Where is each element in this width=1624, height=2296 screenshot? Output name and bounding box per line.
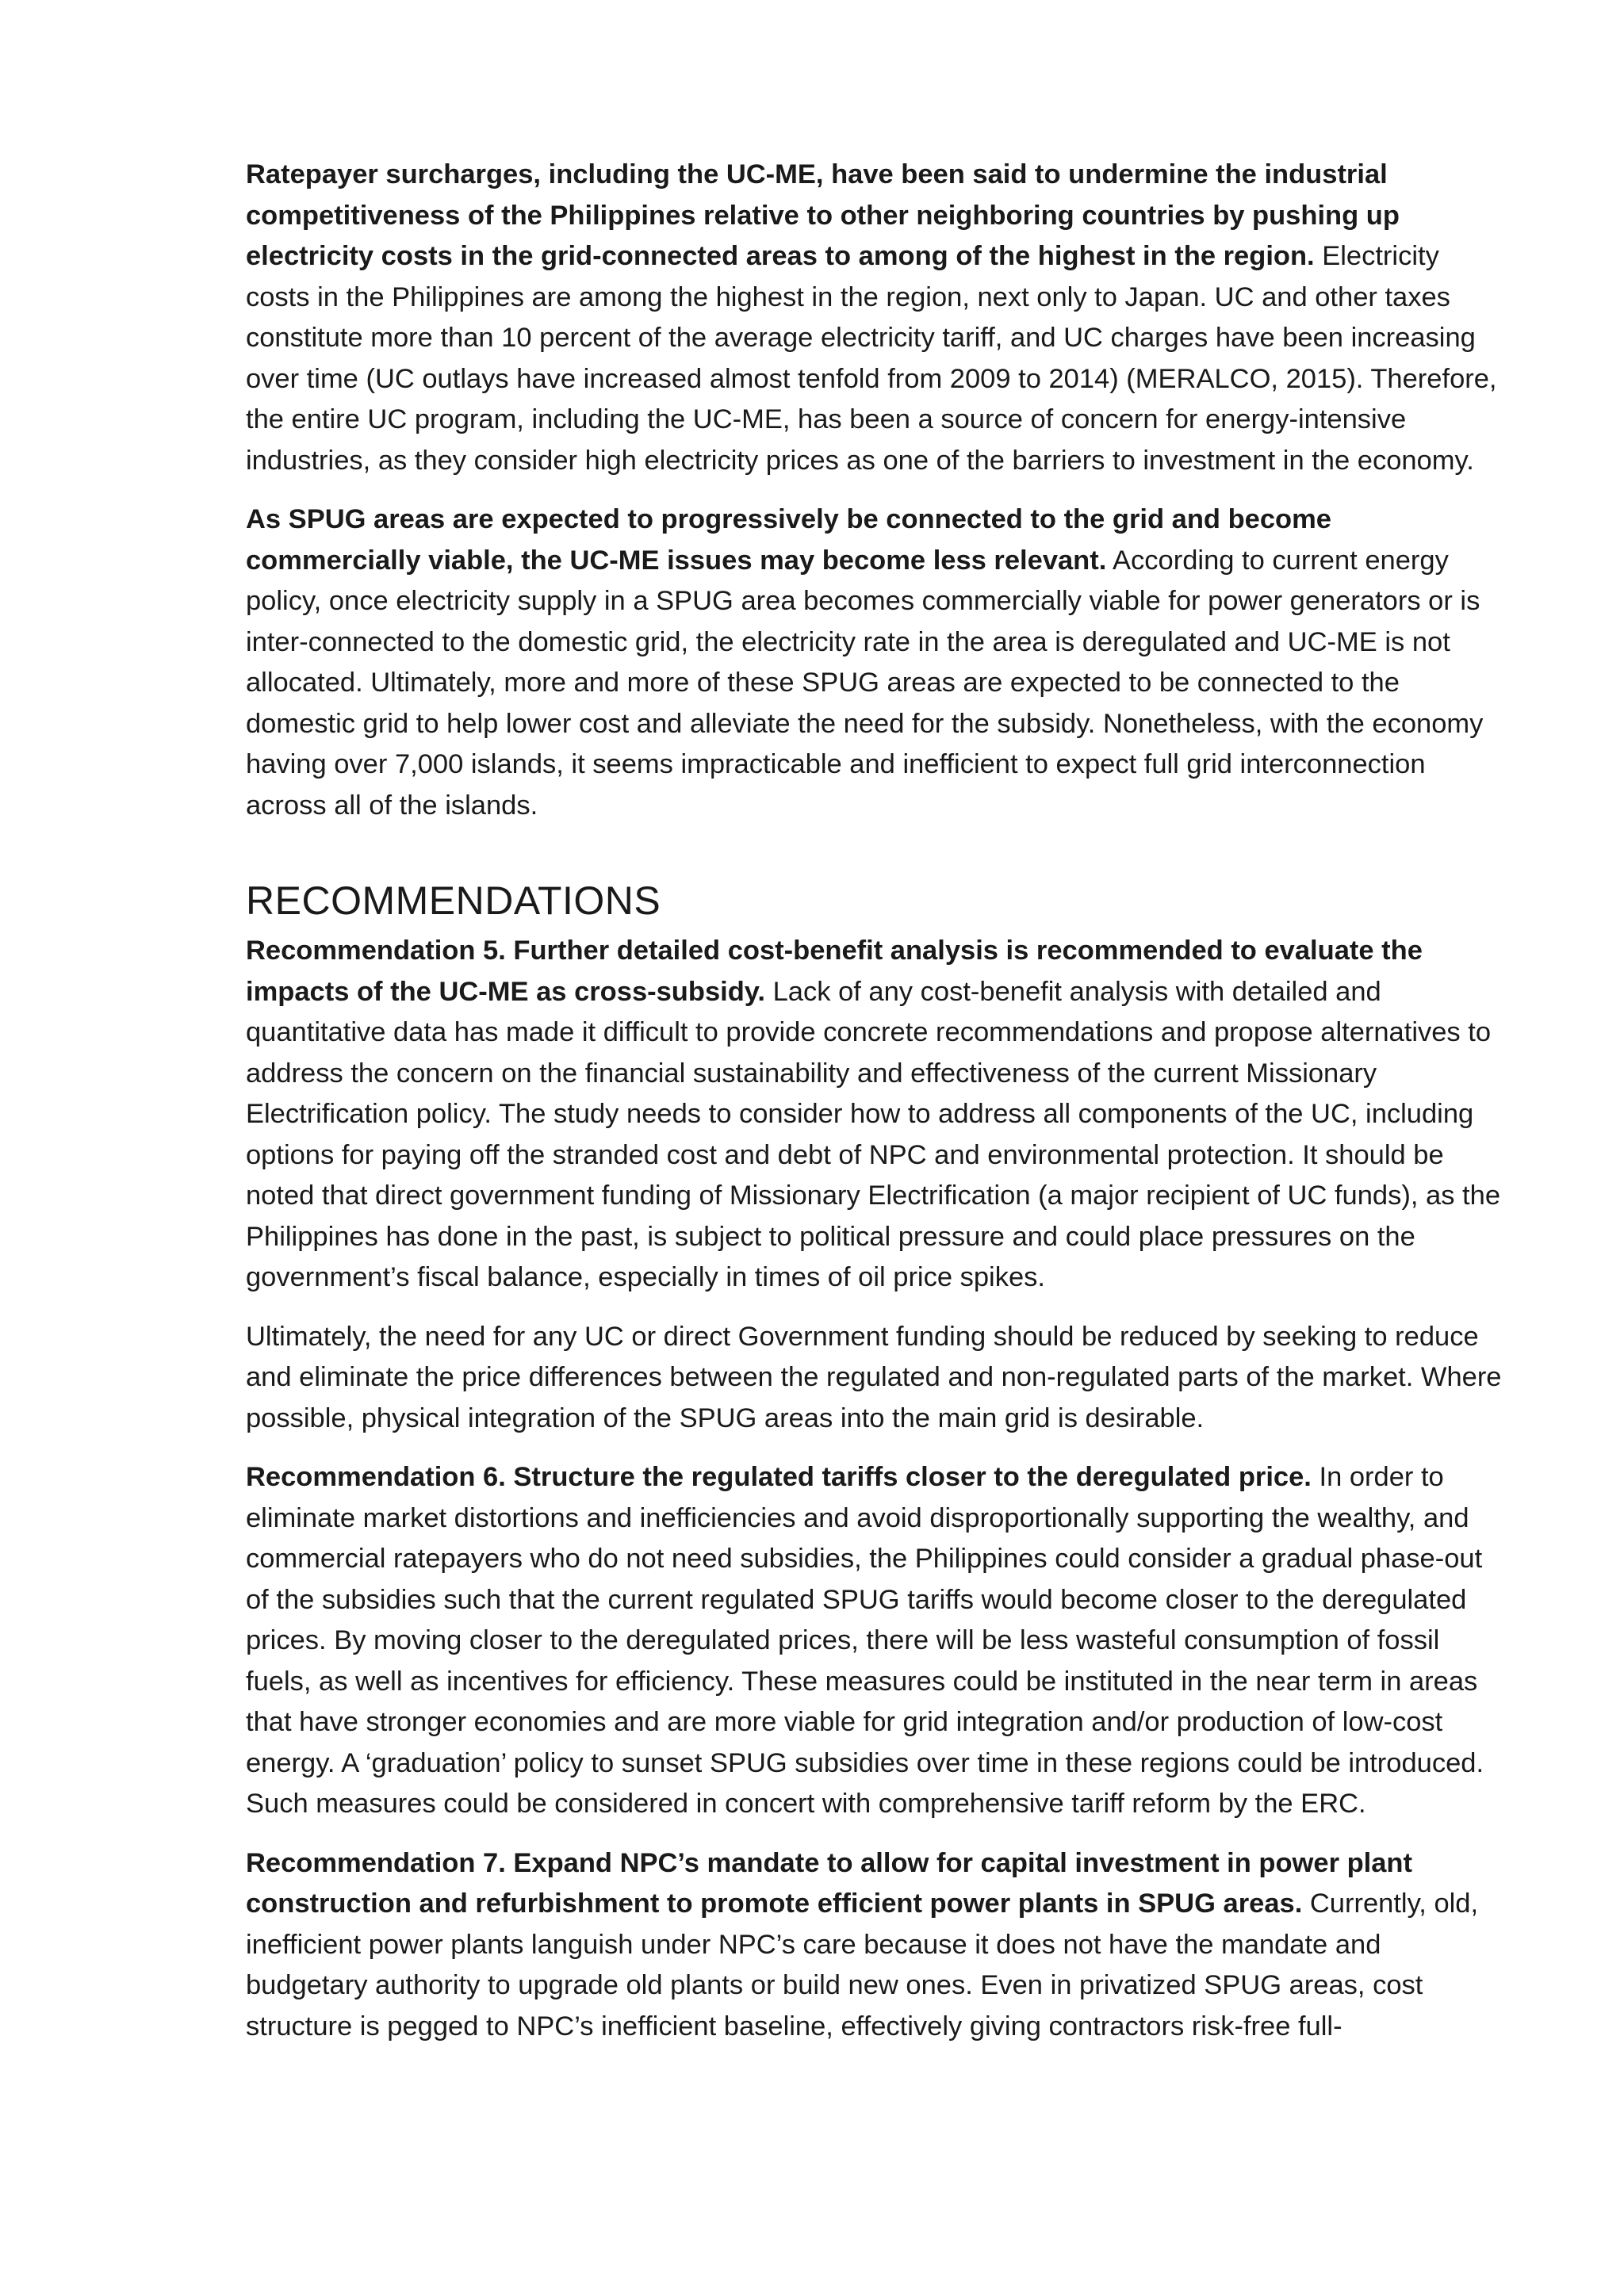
paragraph-body: Ultimately, the need for any UC or direct Government funding should be reduced by seeking to reduce and eliminate the price differences between the regulated and non-regulated parts of the market. Where possible, physical integration of the SPUG areas into the main grid is desirable.	[246, 1321, 1502, 1433]
paragraph-recommendation-7	[246, 1843, 1507, 2048]
paragraph-lead: Ratepayer surcharges, including the UC-ME, have been said to undermine the industrial competitiveness of the Philippines relative to other neighboring countries by pushing up electricity costs in the grid-connected areas to among of the highest in the region.	[246, 159, 1400, 271]
paragraph-body: Lack of any cost-benefit analysis with detailed and quantitative data has made it difficult to provide concrete recommendations and propose alternatives to address the concern on the financial sustainability and effectiveness of the current Missionary Electrification policy. The study needs to consider how to address all components of the UC, including options for paying off the stranded cost and debt of NPC and environmental protection. It should be noted that direct government funding of Missionary Electrification (a major recipient of UC funds), as the Philippines has done in the past, is subject to political pressure and could place pressures on the government’s fiscal balance, especially in times of oil price spikes.	[246, 976, 1501, 1292]
paragraph-recommendation-5-continued	[246, 1317, 1507, 1440]
paragraph-ucme-competitiveness	[246, 155, 1507, 481]
paragraph-lead: Recommendation 6. Structure the regulated tariffs closer to the deregulated price.	[246, 1462, 1312, 1492]
paragraph-spug-grid-connection	[246, 499, 1507, 826]
document-page	[246, 155, 1507, 2065]
section-heading-recommendations: RECOMMENDATIONS	[246, 878, 661, 923]
paragraph-lead: Recommendation 5. Further detailed cost-benefit analysis is recommended to evaluate the impacts of the UC-ME as cross-subsidy.	[246, 936, 1423, 1007]
paragraph-lead: As SPUG areas are expected to progressively be connected to the grid and become commercially viable, the UC-ME issues may become less relevant.	[246, 504, 1331, 576]
paragraph-body: Electricity costs in the Philippines are among the highest in the region, next only to Japan. UC and other taxes constitute more than 10 percent of the average electricity tariff, and UC charges have been increasing over time (UC outlays have increased almost tenfold from 2009 to 2014) (MERALCO, 2015). Therefore, the entire UC program, including the UC-ME, has been a source of concern for energy-intensive industries, as they consider high electricity prices as one of the barriers to investment in the economy.	[246, 241, 1497, 476]
paragraph-body: In order to eliminate market distortions and inefficiencies and avoid disproportionally supporting the wealthy, and commercial ratepayers who do not need subsidies, the Philippines could consider a gradual phase-out of the subsidies such that the current regulated SPUG tariffs would become closer to the deregulated prices. By moving closer to the deregulated prices, there will be less wasteful consumption of fossil fuels, as well as incentives for efficiency. These measures could be instituted in the near term in areas that have stronger economies and are more viable for grid integration and/or production of low-cost energy. A ‘graduation’ policy to sunset SPUG subsidies over time in these regions could be introduced. Such measures could be considered in concert with comprehensive tariff reform by the ERC.	[246, 1462, 1484, 1819]
paragraph-body: According to current energy policy, once electricity supply in a SPUG area becomes commercially viable for power generators or is inter-connected to the domestic grid, the electricity rate in the area is deregulated and UC-ME is not allocated. Ultimately, more and more of these SPUG areas are expected to be connected to the domestic grid to help lower cost and alleviate the need for the subsidy. Nonetheless, with the economy having over 7,000 islands, it seems impracticable and inefficient to expect full grid interconnection across all of the islands.	[246, 545, 1484, 821]
paragraph-lead: Recommendation 7. Expand NPC’s mandate to allow for capital investment in power plant construction and refurbishment to promote efficient power plants in SPUG areas.	[246, 1847, 1412, 1919]
paragraph-body: Currently, old, inefficient power plants languish under NPC’s care because it does not have the mandate and budgetary authority to upgrade old plants or build new ones. Even in privatized SPUG areas, cost structure is pegged to NPC’s inefficient baseline, effectively giving contractors risk-free full-	[246, 1888, 1479, 2042]
paragraph-recommendation-6	[246, 1457, 1507, 1825]
paragraph-recommendation-5	[246, 931, 1507, 1299]
